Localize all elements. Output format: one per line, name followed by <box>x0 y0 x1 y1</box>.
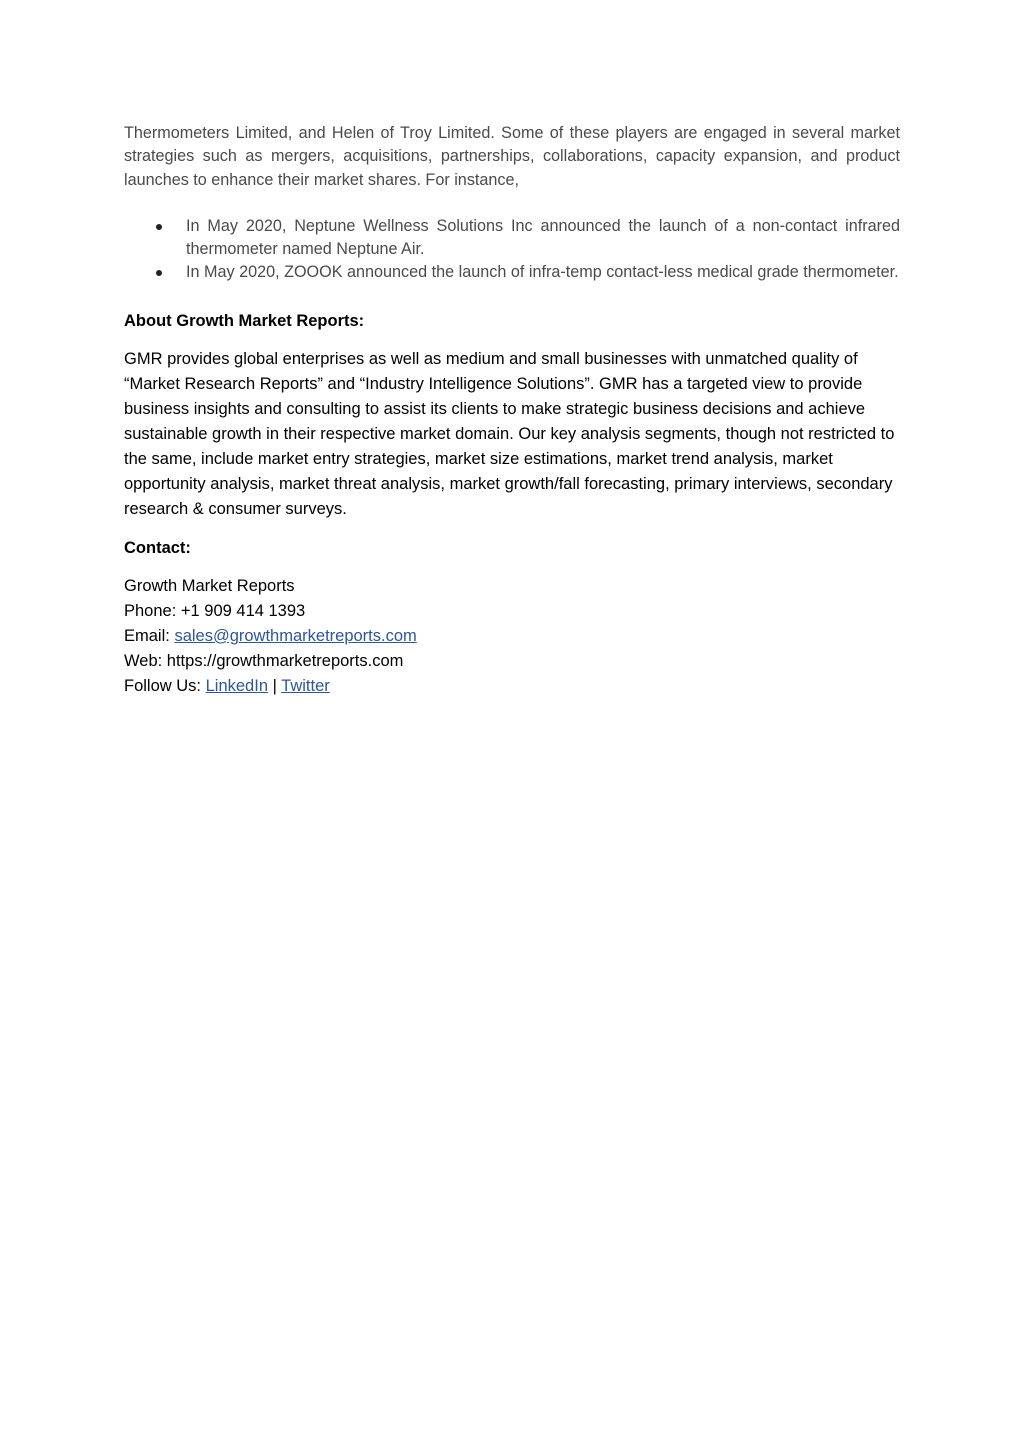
document-page <box>124 122 900 699</box>
follow-line <box>124 674 900 699</box>
intro-paragraph: Thermometers Limited, and Helen of Troy Limited. Some of these players are engaged in several market strategies such as mergers, acquisitions, partnerships, collaborations, capacity expansion, and product launches to enhance their market shares. For instance, <box>124 124 900 189</box>
about-paragraph: GMR provides global enterprises as well as medium and small businesses with unmatched quality of “Market Research Reports” and “Industry Intelligence Solutions”. GMR has a targeted view to provide business insights and consulting to assist its clients to make strategic business decisions and achieve sustainable growth in their respective market domain. Our key analysis segments, though not restricted to the same, include market entry strategies, market size estimations, market trend analysis, market opportunity analysis, market threat analysis, market growth/fall forecasting, primary interviews, secondary research & consumer surveys. <box>124 349 895 518</box>
link-separator: | <box>268 676 282 695</box>
email-link[interactable]: sales@growthmarketreports.com <box>174 626 417 645</box>
phone-line: Phone: +1 909 414 1393 <box>124 601 306 620</box>
bullet-icon <box>156 270 162 276</box>
list-item <box>124 261 900 284</box>
about-heading: About Growth Market Reports: <box>124 311 365 330</box>
contact-heading: Contact: <box>124 538 191 557</box>
company-name: Growth Market Reports <box>124 576 295 595</box>
bullet-icon <box>156 224 162 230</box>
web-line: Web: https://growthmarketreports.com <box>124 651 404 670</box>
list-item-text: In May 2020, Neptune Wellness Solutions Inc announced the launch of a non-contact infrared thermometer named Neptune Air. <box>186 216 900 259</box>
announcement-list <box>124 215 900 285</box>
contact-details <box>124 574 900 699</box>
linkedin-link[interactable]: LinkedIn <box>205 676 268 695</box>
list-item-text: In May 2020, ZOOOK announced the launch of infra-temp contact-less medical grade thermometer. <box>186 263 899 282</box>
email-line <box>124 624 900 649</box>
follow-label: Follow Us: <box>124 676 206 695</box>
email-label: Email: <box>124 626 175 645</box>
twitter-link[interactable]: Twitter <box>281 676 330 695</box>
list-item <box>124 215 900 262</box>
